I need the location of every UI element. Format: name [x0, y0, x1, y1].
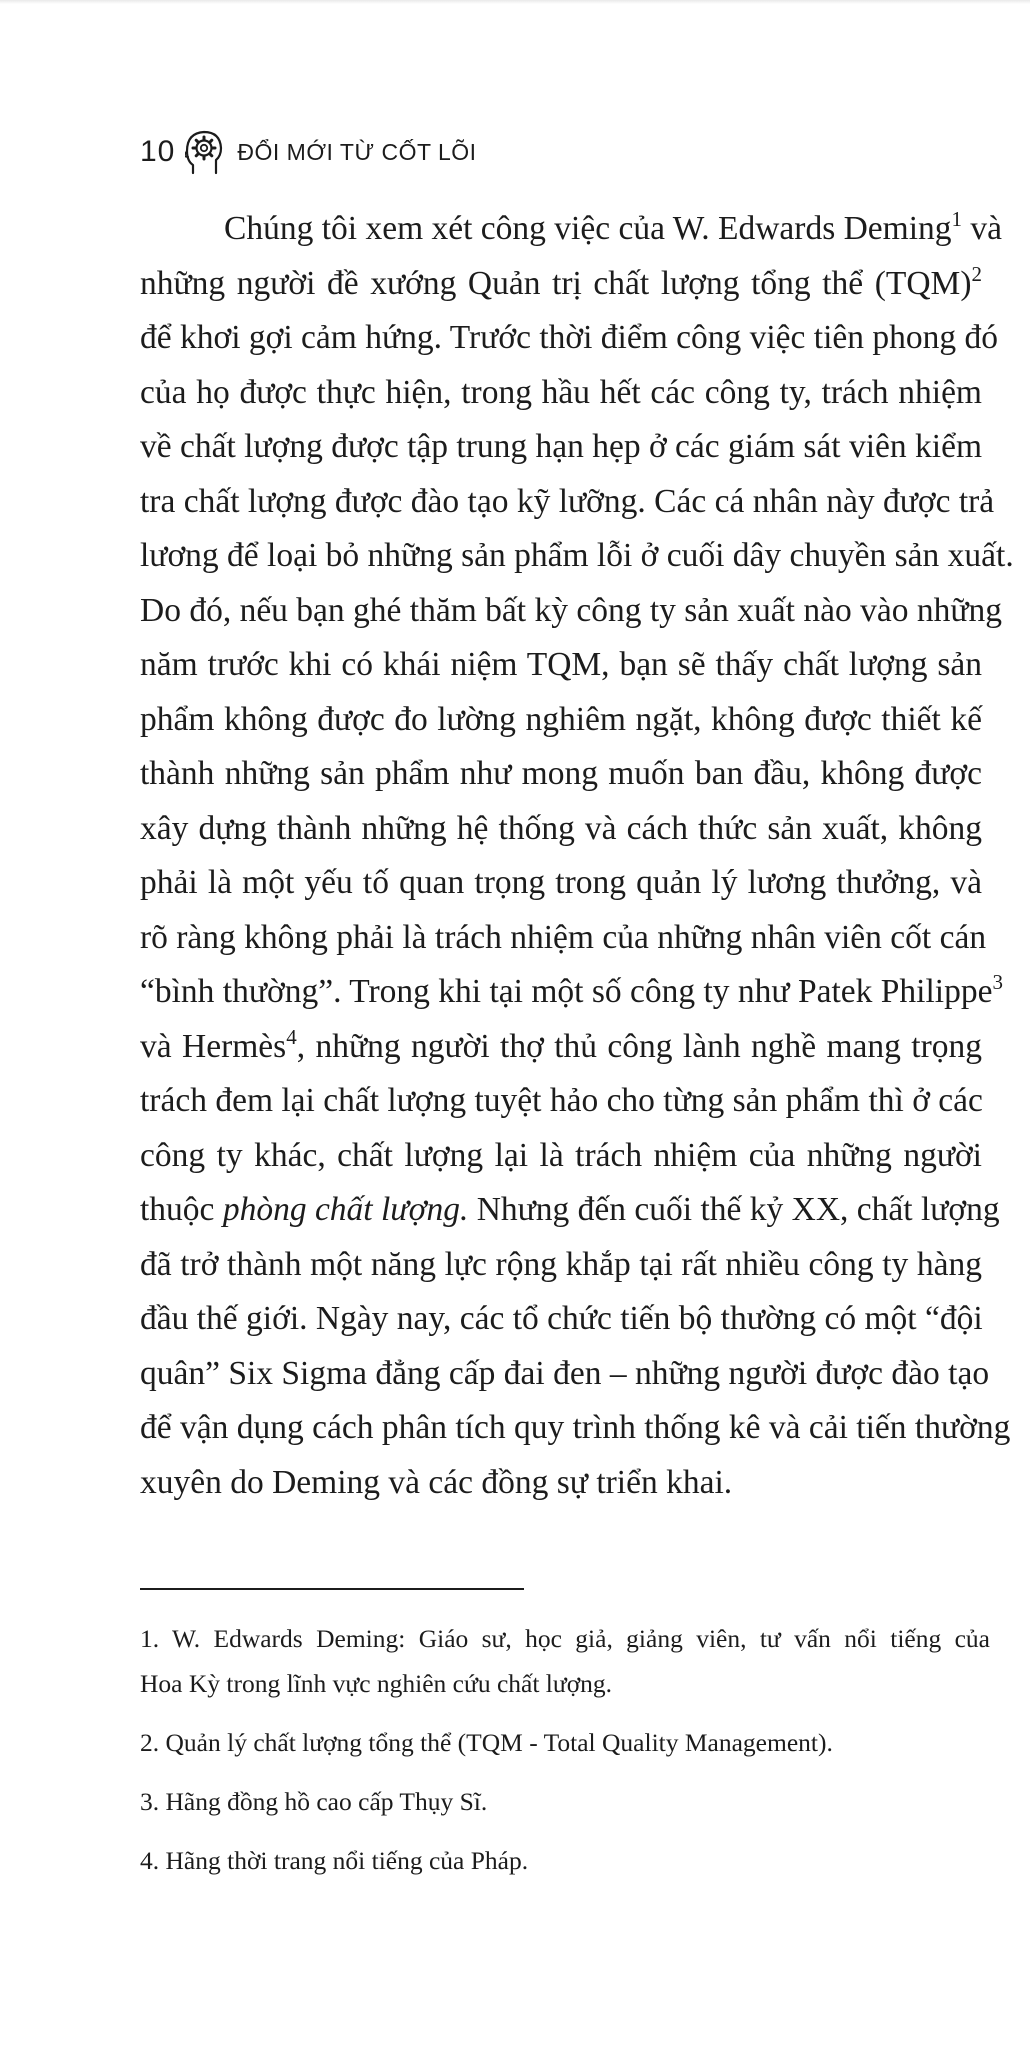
footnote-item [140, 1838, 990, 1883]
body-line: thành những sản phẩm như mong muốn ban đầu, không được [140, 755, 982, 792]
body-line: công ty khác, chất lượng lại là trách nhiệm của những người [140, 1136, 982, 1174]
body-line: phải là một yếu tố quan trọng trong quản lý lương thưởng, và [140, 864, 982, 901]
body-line: đã trở thành một năng lực rộng khắp tại rất nhiều công ty hàng [140, 1245, 982, 1283]
footnote-separator [140, 1588, 524, 1590]
footnote-ref: 3 [992, 970, 1003, 994]
footnote-line: 1. W. Edwards Deming: Giáo sư, học giả, giảng viên, tư vấn nổi tiếng của [140, 1624, 990, 1653]
footnote-ref: 1 [951, 207, 963, 231]
body-line: lương để loại bỏ những sản phẩm lỗi ở cuối dây chuyền sản xuất. [140, 537, 1014, 574]
body-line: để khơi gợi cảm hứng. Trước thời điểm công việc tiên phong đó [140, 319, 999, 356]
footnote-line: 4. Hãng thời trang nổi tiếng của Pháp. [140, 1846, 529, 1875]
footnote-ref: 2 [971, 261, 982, 286]
body-line: về chất lượng được tập trung hạn hẹp ở các giám sát viên kiểm [140, 428, 983, 465]
body-line: xây dựng thành những hệ thống và cách thức sản xuất, không [140, 809, 982, 847]
head-gear-icon [185, 129, 223, 175]
body-line: xuyên do Deming và các đồng sự triển khai. [140, 1463, 733, 1501]
footnotes [140, 1616, 990, 1897]
page-number: 10 [140, 135, 176, 168]
body-line: trách đem lại chất lượng tuyệt hảo cho từng sản phẩm thì ở các [140, 1082, 983, 1119]
body-line: Chúng tôi xem xét công việc của W. Edwards Deming$^1$ và [224, 207, 1003, 247]
body-line: đầu thế giới. Ngày nay, các tổ chức tiến bộ thường có một “đội [140, 1300, 983, 1337]
footnote-line: 2. Quản lý chất lượng tổng thể (TQM - Total Quality Management). [140, 1728, 833, 1757]
footnote-line: Hoa Kỳ trong lĩnh vực nghiên cứu chất lượng. [140, 1669, 613, 1698]
body-line: “bình thường”. Trong khi tại một số công ty như Patek Philippe$^3$ [140, 970, 1003, 1010]
body-line: và Hermès$^4$, những người thợ thủ công lành nghề mang trọng [140, 1024, 982, 1065]
italic-term: phòng chất lượng. [222, 1191, 469, 1228]
footnote-line: 3. Hãng đồng hồ cao cấp Thụy Sĩ. [140, 1787, 488, 1816]
body-line: quân” Six Sigma đẳng cấp đai đen – những người được đào tạo [140, 1354, 990, 1392]
footnote-item [140, 1779, 990, 1824]
running-title: ĐỔI MỚI TỪ CỐT LÕI [237, 138, 477, 165]
body-line: để vận dụng cách phân tích quy trình thống kê và cải tiến thường [140, 1409, 1011, 1446]
body-line: tra chất lượng được đào tạo kỹ lưỡng. Các cá nhân này được trả [140, 482, 995, 520]
body-line: thuộc phòng chất lượng. Nhưng đến cuối thế kỷ XX, chất lượng [140, 1191, 1000, 1228]
body-line: của họ được thực hiện, trong hầu hết các công ty, trách nhiệm [140, 373, 982, 411]
body-paragraph [140, 202, 1014, 1510]
footnote-item [140, 1616, 990, 1706]
body-line: phẩm không được đo lường nghiêm ngặt, không được thiết kế [140, 700, 982, 738]
body-line: Do đó, nếu bạn ghé thăm bất kỳ công ty sản xuất nào vào những [140, 591, 1002, 629]
body-line: rõ ràng không phải là trách nhiệm của những nhân viên cốt cán [140, 918, 987, 956]
page-top-edge [0, 0, 1030, 4]
footnote-ref: 4 [286, 1024, 297, 1049]
body-line: năm trước khi có khái niệm TQM, bạn sẽ thấy chất lượng sản [140, 646, 982, 683]
footnote-item [140, 1720, 990, 1765]
page-header [140, 128, 477, 176]
body-line: những người đề xướng Quản trị chất lượng tổng thể (TQM)$^2$ [140, 261, 982, 302]
